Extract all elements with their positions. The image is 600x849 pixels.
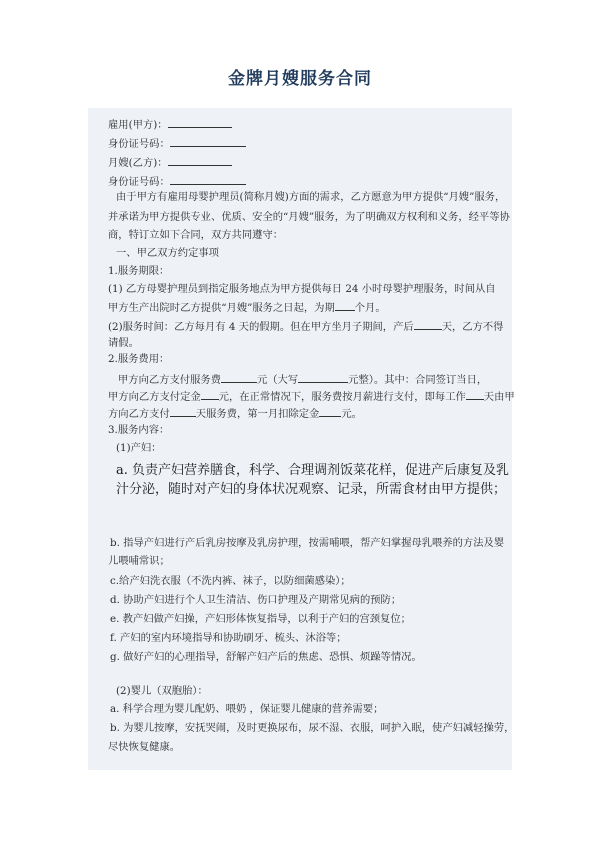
- service-content-heading: 3.服务内容：: [108, 424, 170, 436]
- service-period-clause-1-line-1: (1) 乙方母婴护理员到指定服务地点为甲方提供每日 24 小时母婴护理服务，时间从自: [108, 283, 496, 295]
- party-a-line: [108, 117, 232, 132]
- party-a-label: 雇用(甲方)：: [108, 119, 168, 131]
- service-period-clause-1-line-2: 甲方生产出院时乙方提供“月嫂”服务之日起，为期 个月。: [108, 302, 386, 314]
- id-b-blank[interactable]: [170, 174, 246, 185]
- fee-line-2: 甲方向乙方支付定金 元，在正常情况下，服务费按月薪进行支付，即每工作 天由甲: [108, 391, 515, 403]
- intro-line-3: 商，特订立如下合同，双方共同遵守：: [108, 229, 284, 241]
- mother-item-e: e. 教产妇做产妇操，产妇形体恢复指导，以利于产妇的宫颈复位；: [110, 613, 411, 625]
- party-b-blank[interactable]: [168, 155, 232, 166]
- fee-line-1: 甲方向乙方支付服务费 元（大写 元整）。其中：合同签订当日，: [118, 374, 488, 386]
- fee-amount-blank[interactable]: [221, 372, 257, 383]
- id-a-line: [108, 136, 246, 151]
- mother-item-b-line-1: b. 指导产妇进行产后乳房按摩及乳房护理，按需哺喂，帮产妇掌握母乳喂养的方法及婴: [110, 537, 505, 549]
- intro-line-2: 并承诺为甲方提供专业、优质、安全的“月嫂”服务，为了明确双方权利和义务，经平等协: [108, 211, 510, 223]
- work-days-blank[interactable]: [466, 389, 484, 400]
- baby-item-b-line-1: b. 为婴儿按摩，安抚哭闹，及时更换尿布，尿不湿、衣服，呵护入眠，使产妇减轻操劳，: [110, 722, 515, 734]
- mother-item-g: g. 做好产妇的心理指导，舒解产妇产后的焦虑、恐惧、烦躁等情况。: [110, 651, 422, 663]
- id-b-line: [108, 174, 246, 189]
- service-period-clause-2-line-1: (2)服务时间：乙方每月有 4 天的假期。但在甲方坐月子期间，产后 天，乙方不得: [108, 321, 504, 333]
- months-blank[interactable]: [335, 300, 355, 311]
- mother-item-c: c.给产妇洗衣服（不洗内裤、袜子，以防细菌感染）；: [110, 575, 351, 587]
- fee-heading: 2.服务费用：: [108, 353, 170, 365]
- mother-item-b-line-2: 儿喂哺常识；: [108, 555, 170, 567]
- baby-item-b-line-2: 尽快恢复健康。: [108, 741, 181, 753]
- service-period-heading: 1.服务期限：: [108, 265, 170, 277]
- deduct-deposit-blank[interactable]: [319, 406, 341, 417]
- mother-item-d: d. 协助产妇进行个人卫生清洁、伤口护理及产期常见病的预防；: [110, 594, 402, 606]
- baby-heading: (2)婴儿（双胞胎）：: [116, 685, 208, 697]
- baby-item-a: a. 科学合理为婴儿配奶、喂奶 ，保证婴儿健康的营养需要；: [110, 703, 384, 715]
- fee-line-3: 方向乙方支付 天服务费，第一月扣除定金 元。: [108, 408, 362, 420]
- id-b-label: 身份证号码：: [108, 176, 170, 188]
- section-1-heading: 一、甲乙双方约定事项: [116, 247, 219, 259]
- mother-item-a: a. 负责产妇营养膳食，科学、合理调剂饭菜花样，促进产后康复及乳汁分泌，随时对产妇的身体状况观察、记录，所需食材由甲方提供；: [116, 463, 510, 497]
- intro-line-1: 由于甲方有雇用母婴护理员(简称月嫂)方面的需求，乙方愿意为甲方提供“月嫂”服务，: [116, 191, 506, 203]
- id-a-label: 身份证号码：: [108, 138, 170, 150]
- party-b-label: 月嫂(乙方)：: [108, 157, 168, 169]
- service-period-clause-2-line-2: 请假。: [108, 337, 139, 349]
- fee-uppercase-blank[interactable]: [298, 372, 348, 383]
- party-a-blank[interactable]: [168, 117, 232, 128]
- pay-days-blank[interactable]: [170, 406, 196, 417]
- contract-body-panel: [88, 108, 515, 770]
- days-blank[interactable]: [414, 319, 442, 330]
- page-title: 金牌月嫂服务合同: [228, 69, 372, 89]
- mother-item-f: f. 产妇的室内环境指导和协助刷牙、梳头、沐浴等；: [110, 632, 347, 644]
- id-a-blank[interactable]: [170, 136, 246, 147]
- deposit-blank[interactable]: [201, 389, 219, 400]
- party-b-line: [108, 155, 232, 170]
- mother-heading: (1)产妇：: [116, 442, 162, 454]
